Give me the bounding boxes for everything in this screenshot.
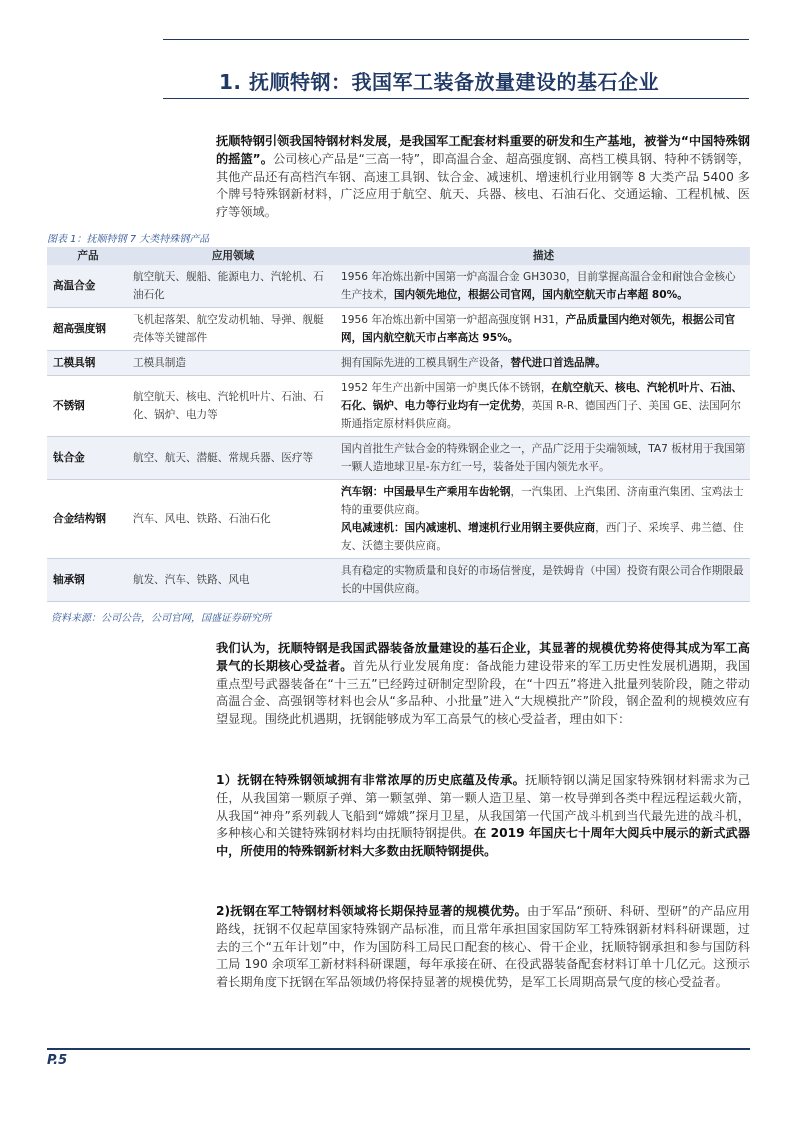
description-highlight: 在航空航天、核电、汽轮机叶片、石油、石化、锅炉、电力等行业均有一定优势	[341, 382, 743, 412]
product-description	[337, 437, 750, 480]
product-name: 工模具钢	[47, 351, 129, 376]
title-underline	[163, 98, 749, 99]
product-description	[337, 265, 750, 308]
description-highlight: 替代进口首选品牌。	[510, 357, 606, 369]
description-highlight: 风电减速机：国内减速机、增速机行业用钢主要供应商	[341, 522, 596, 534]
table-source: 资料来源：公司公告，公司官网，国盛证券研究所	[51, 613, 271, 624]
reason-1-bold-2: 在 2019 年国庆七十周年大阅兵中展示的新式武器中，所使用的特殊钢新材料大多数由抚顺特钢提供。	[216, 826, 751, 859]
description-highlight: 国内领先地位，根据公司官网，国内航空航天市占率超 80%。	[393, 289, 688, 301]
intro-paragraph	[216, 133, 750, 222]
description-text: 拥有国际先进的工模具钢生产设备，	[341, 357, 511, 369]
table-row	[47, 351, 750, 376]
product-name: 合金结构钢	[47, 480, 129, 559]
reason-1-text: 抚顺特钢以满足国家特殊钢材料需求为己任，从我国第一颗原子弹、第一颗氢弹、第一颗人造卫星、第一枚导弹到各类中程远程运载火箭，从我国“神舟”系列载人飞船到“嫦娥”探月卫星，从我国第一代国产战斗机到当代最先进的战斗机，多种核心和关键特殊钢材料均由抚顺特钢提供。	[216, 773, 751, 841]
reason-2-paragraph	[216, 903, 750, 992]
table-row	[47, 376, 750, 437]
product-table	[47, 247, 750, 602]
intro-text: 公司核心产品是“三高一特”，即高温合金、超高强度钢、高档工模具钢、特种不锈钢等，其他产品还有高档汽车钢、高速工具钢、钛合金、减速机、增速机行业用钢等 8 大类产品 5400 多个牌号特殊钢新材料，广泛应用于航空、航天、兵器、核电、石油石化、交通运输、工程机械、医疗等领域。	[216, 151, 750, 220]
description-text: ，英国 R-R、德国西门子、美国 GE、法国阿尔斯通指定原材料供应商。	[341, 400, 741, 430]
product-application: 汽车、风电、铁路、石油石化	[129, 480, 337, 559]
table-caption: 图表 1：抚顺特钢 7 大类特殊钢产品	[47, 234, 210, 245]
product-description	[337, 480, 750, 559]
page-number: P.5	[47, 1053, 68, 1068]
table-row	[47, 559, 750, 602]
product-application: 工模具制造	[129, 351, 337, 376]
product-description	[337, 376, 750, 437]
product-application: 航发、汽车、铁路、风电	[129, 559, 337, 602]
description-text: 1956 年冶炼出新中国第一炉超高强度钢 H31，	[341, 314, 566, 326]
product-application: 飞机起落架、航空发动机轴、导弹、舰艇壳体等关键部件	[129, 308, 337, 351]
section-title: 1. 抚顺特钢：我国军工装备放量建设的基石企业	[219, 70, 659, 94]
reason-1-paragraph	[216, 772, 750, 861]
product-description	[337, 308, 750, 351]
analysis-paragraph	[216, 640, 750, 729]
table-header-row	[47, 247, 750, 265]
description-text: 1952 年生产出新中国第一炉奥氏体不锈钢，	[341, 382, 552, 394]
product-name: 不锈钢	[47, 376, 129, 437]
reason-2-text: 由于军品“预研、科研、型研”的产品应用路线，抚钢不仅起草国家特殊钢产品标准，而且常年承担国家国防军工特殊钢新材料科研课题，过去的三个“五年计划”中，作为国防科工局民口配套的核心、骨干企业，抚顺特钢承担和参与国防科工局 190 余项军工新材料科研课题，每年承接在研、在役武器装备配套材料订单十几亿元。这预示着长期角度下抚钢在军品领域仍将保持显著的规模优势，是军工长周期高景气度的核心受益者。	[216, 904, 750, 990]
table-body	[47, 265, 750, 602]
description-text: ，一汽集团、上汽集团、济南重汽集团、宝鸡法士特的重要供应商。	[341, 486, 744, 516]
table-row	[47, 480, 750, 559]
description-highlight: 产品质量国内绝对领先，根据公司官网，国内航空航天市占率高达 95%。	[341, 314, 736, 344]
table-row	[47, 437, 750, 480]
product-name: 钛合金	[47, 437, 129, 480]
product-application: 航空航天、核电、汽轮机叶片、石油、石化、锅炉、电力等	[129, 376, 337, 437]
intro-bold: 抚顺特钢引领我国特钢材料发展，是我国军工配套材料重要的研发和生产基地，被誉为“中国特殊钢的摇篮”。	[216, 134, 750, 166]
description-text: 具有稳定的实物质量和良好的市场信誉度，是铁姆肯（中国）投资有限公司合作期限最长的中国供应商。	[341, 565, 744, 595]
analysis-text: 首先从行业发展角度：备战能力建设带来的军工历史性发展机遇期，我国重点型号武器装备在“十三五”已经跨过研制定型阶段，在“十四五”将进入批量列装阶段，随之带动高温合金、高强钢等材料也会从“多品种、小批量”进入“大规模批产”阶段，钢企盈利的规模效应有望显现。围绕此机遇期，抚钢能够成为军工高景气的核心受益者，理由如下：	[216, 658, 751, 727]
table-row	[47, 265, 750, 308]
description-text: ，西门子、采埃孚、弗兰德、住友、沃德主要供应商。	[341, 522, 744, 552]
product-application: 航空、航天、潜艇、常规兵器、医疗等	[129, 437, 337, 480]
product-name: 高温合金	[47, 265, 129, 308]
description-text: 1956 年冶炼出新中国第一炉高温合金 GH3030，目前掌握高温合金和耐蚀合金核心生产技术，	[341, 271, 736, 301]
reason-2-bold: 2)抚钢在军工特钢材料领域将长期保持显著的规模优势。	[216, 904, 527, 918]
footer-rule	[47, 1048, 750, 1050]
header-application: 应用领域	[129, 247, 337, 265]
product-name: 超高强度钢	[47, 308, 129, 351]
product-description	[337, 559, 750, 602]
product-description	[337, 351, 750, 376]
reason-1-bold: 1）抚钢在特殊钢领域拥有非常浓厚的历史底蕴及传承。	[216, 773, 526, 787]
description-highlight: 汽车钢：中国最早生产乘用车齿轮钢	[341, 486, 511, 498]
header-product: 产品	[47, 247, 129, 265]
header-description: 描述	[337, 247, 750, 265]
header-rule	[163, 39, 749, 40]
table-row	[47, 308, 750, 351]
product-name: 轴承钢	[47, 559, 129, 602]
analysis-bold: 我们认为，抚顺特钢是我国武器装备放量建设的基石企业，其显著的规模优势将使得其成为军工高景气的长期核心受益者。	[216, 641, 750, 673]
product-application: 航空航天、舰船、能源电力、汽轮机、石油石化	[129, 265, 337, 308]
description-text: 国内首批生产钛合金的特殊钢企业之一，产品广泛用于尖端领域，TA7 板材用于我国第一颗人造地球卫星-东方红一号，装备处于国内领先水平。	[341, 443, 746, 473]
